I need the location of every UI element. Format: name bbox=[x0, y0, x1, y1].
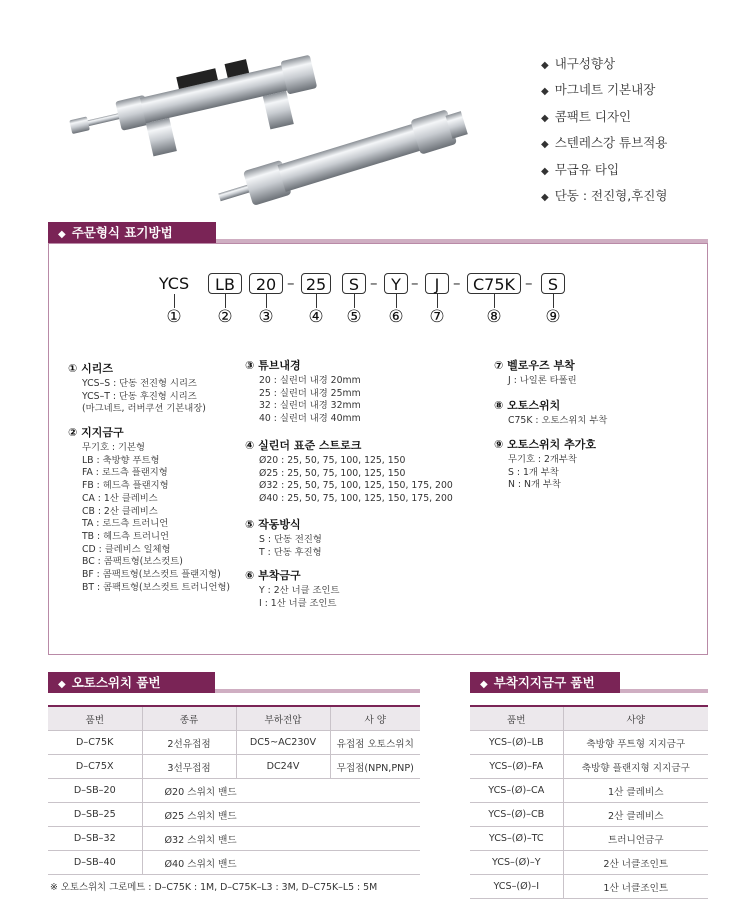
code-fitting: Y bbox=[384, 273, 408, 294]
code-dash: – bbox=[525, 274, 533, 292]
table-row: YCS–(Ø)–FA 축방향 플랜지형 지지금구 bbox=[470, 755, 708, 779]
switch-table-title: ◆ 오토스위치 품번 bbox=[48, 672, 215, 693]
code-number: ⑧ bbox=[486, 307, 502, 327]
code-dash: – bbox=[287, 274, 295, 292]
grommet-note: ※ 오토스위치 그로메트 : D–C75K : 1M, D–C75K–L3 : 3M, D–C75K–L5 : 5M bbox=[50, 882, 378, 893]
table-header-row bbox=[470, 706, 708, 731]
table-row: D–C75X 3선무접점 DC24V 무접점(NPN,PNP) bbox=[48, 755, 420, 779]
table-row: YCS–(Ø)–LB 축방향 푸트형 지지금구 bbox=[470, 731, 708, 755]
table-row: D–SB–20 Ø20 스위치 밴드 bbox=[48, 779, 420, 803]
table-row: YCS–(Ø)–TC 트러니언금구 bbox=[470, 827, 708, 851]
table-header: 품번 bbox=[470, 706, 563, 731]
code-number: ⑥ bbox=[388, 307, 404, 327]
code-tick bbox=[494, 294, 495, 308]
switch-table bbox=[48, 705, 420, 875]
code-tick bbox=[316, 294, 317, 308]
diamond-bullet-icon: ◆ bbox=[541, 139, 549, 151]
order-section-title: ◆ 주문형식 표기방법 bbox=[48, 222, 216, 243]
code-dash: – bbox=[411, 274, 419, 292]
feature-item: ◆ 스텐레스강 튜브적용 bbox=[541, 135, 668, 151]
diamond-bullet-icon: ◆ bbox=[58, 679, 66, 690]
diamond-bullet-icon: ◆ bbox=[480, 679, 488, 690]
mount-table-title: ◆ 부착지지금구 품번 bbox=[470, 672, 620, 693]
feature-item: ◆ 단동 : 전진형,후진형 bbox=[541, 188, 668, 204]
diamond-bullet-icon: ◆ bbox=[58, 229, 66, 240]
code-number: ④ bbox=[308, 307, 324, 327]
code-switch-add: S bbox=[541, 273, 565, 294]
table-row: D–SB–32 Ø32 스위치 밴드 bbox=[48, 827, 420, 851]
table-header: 사 양 bbox=[330, 706, 420, 731]
code-tick bbox=[354, 294, 355, 308]
code-autoswitch: C75K bbox=[467, 273, 521, 294]
diamond-bullet-icon: ◆ bbox=[541, 112, 549, 124]
code-series: YCS bbox=[158, 274, 190, 293]
code-stroke: 25 bbox=[301, 273, 331, 294]
code-number: ⑨ bbox=[545, 307, 561, 327]
feature-item: ◆ 무급유 타입 bbox=[541, 161, 620, 177]
code-action: S bbox=[342, 273, 366, 294]
table-row: YCS–(Ø)–Y 2산 너클조인트 bbox=[470, 851, 708, 875]
table-row: D–C75K 2선유접점 DC5~AC230V 유접점 오토스위치 bbox=[48, 731, 420, 755]
table-row: YCS–(Ø)–I 1산 너클조인트 bbox=[470, 875, 708, 899]
code-dash: – bbox=[453, 274, 461, 292]
table-header: 부하전압 bbox=[236, 706, 330, 731]
legend-autoswitch: ⑧ 오토스위치 C75K : 오토스위치 부착 bbox=[494, 399, 608, 426]
section-divider bbox=[215, 689, 420, 693]
diamond-bullet-icon: ◆ bbox=[541, 60, 549, 71]
code-number: ① bbox=[166, 307, 182, 327]
cylinder-upper bbox=[65, 45, 324, 173]
code-number: ③ bbox=[258, 307, 274, 327]
diamond-bullet-icon: ◆ bbox=[541, 192, 549, 204]
feature-list bbox=[541, 52, 667, 210]
code-tick bbox=[396, 294, 397, 308]
code-number: ② bbox=[217, 307, 233, 327]
code-dash: – bbox=[370, 274, 378, 292]
table-header: 사양 bbox=[563, 706, 708, 731]
code-tick bbox=[174, 294, 175, 308]
mount-table bbox=[470, 705, 708, 899]
feature-item: ◆ 내구성향상 bbox=[541, 56, 616, 71]
legend-switch-add: ⑨ 오토스위치 추가호 무기호 : 2개부착 S : 1개 부착 N : N개 부착 bbox=[494, 438, 596, 491]
code-number: ⑦ bbox=[429, 307, 445, 327]
product-cylinder-illustration bbox=[60, 30, 480, 220]
cylinder-lower bbox=[214, 105, 469, 214]
legend-fitting: ⑥ 부착금구 Y : 2산 너클 조인트 I : 1산 너클 조인트 bbox=[245, 569, 340, 609]
legend-support: ② 지지금구 무기호 : 기본형 LB : 축방향 푸트형 FA : 로드측 플랜지형 FB : 헤드측 플랜지형 CA : 1산 클레비스 CB : 2산 클레비스 TA : 로드측 트러니언 TB : 헤드측 트러니언 CD : 클레비스 일체형 BC : 콤팩트형(보스컷트) BF : 콤팩트형(보스컷트 플랜지형) BT : 콤팩트형(보스컷트 트러니언형) bbox=[68, 426, 231, 593]
diamond-bullet-icon: ◆ bbox=[541, 165, 549, 177]
code-number: ⑤ bbox=[346, 307, 362, 327]
code-bellows: J bbox=[425, 273, 449, 294]
legend-stroke: ④ 실린더 표준 스트로크 Ø20 : 25, 50, 75, 100, 125, 150 Ø25 : 25, 50, 75, 100, 125, 150 Ø32 : 25, 50, 75, 100, 125, 150, 175, 200 Ø40 : 25, 50, 75, 100, 125, 150, 175, 200 bbox=[245, 439, 453, 505]
table-header: 종류 bbox=[142, 706, 236, 731]
feature-item: ◆ 마그네트 기본내장 bbox=[541, 82, 656, 98]
code-tick bbox=[437, 294, 438, 308]
feature-item: ◆ 콤팩트 디자인 bbox=[541, 108, 632, 124]
legend-bore: ③ 튜브내경 20 : 실린더 내경 20mm 25 : 실린더 내경 25mm 32 : 실린더 내경 32mm 40 : 실린더 내경 40mm bbox=[245, 359, 361, 425]
legend-action: ⑤ 작동방식 S : 단동 전진형 T : 단동 후진형 bbox=[245, 518, 322, 558]
section-divider bbox=[620, 689, 708, 693]
diamond-bullet-icon: ◆ bbox=[541, 86, 549, 98]
code-tick bbox=[225, 294, 226, 308]
table-row: D–SB–40 Ø40 스위치 밴드 bbox=[48, 851, 420, 875]
table-row: D–SB–25 Ø25 스위치 밴드 bbox=[48, 803, 420, 827]
code-tick bbox=[553, 294, 554, 308]
code-bore: 20 bbox=[249, 273, 283, 294]
code-tick bbox=[266, 294, 267, 308]
table-row: YCS–(Ø)–CA 1산 클레비스 bbox=[470, 779, 708, 803]
table-header: 품번 bbox=[48, 706, 142, 731]
legend-bellows: ⑦ 벨로우즈 부착 J : 나일론 타폴린 bbox=[494, 359, 577, 386]
table-header-row bbox=[48, 706, 420, 731]
code-support: LB bbox=[208, 273, 242, 294]
table-row: YCS–(Ø)–CB 2산 클레비스 bbox=[470, 803, 708, 827]
legend-series: ① 시리즈 YCS–S : 단동 전진형 시리즈 YCS–T : 단동 후진형 시리즈 (마그네트, 러버쿠션 기본내장) bbox=[68, 362, 206, 415]
